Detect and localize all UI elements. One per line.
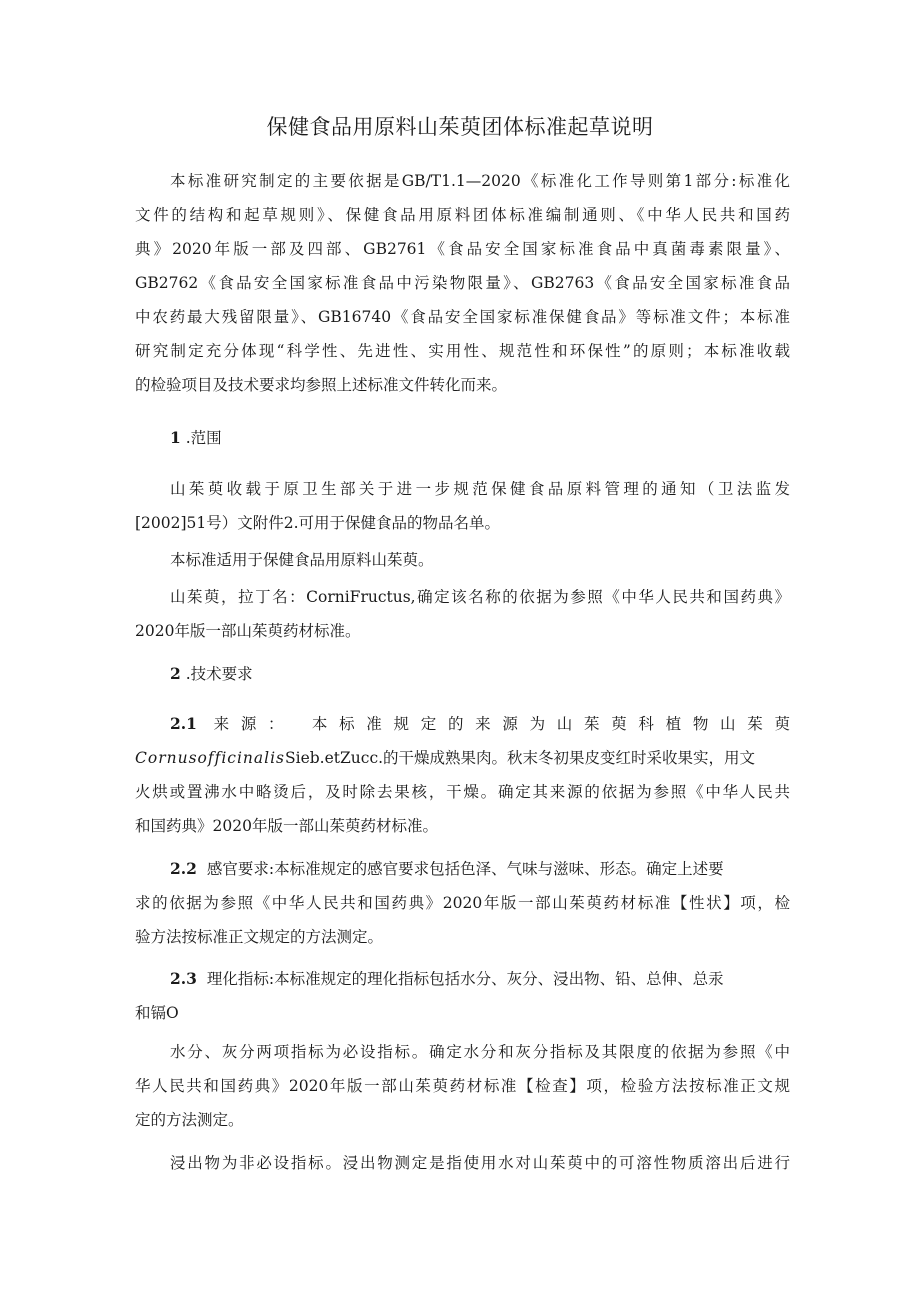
- paragraph-line: [135, 707, 790, 741]
- subsection-2-2: [135, 852, 790, 954]
- subsection-number: 2.3: [170, 969, 197, 988]
- paragraph-line: [135, 741, 790, 775]
- paragraph-text: 本标准规定的感官要求包括色泽、气味与滋味、形态。确定上述要: [274, 860, 724, 878]
- subsection-number: 2.1: [170, 714, 197, 733]
- paragraph-line: 山茱萸，拉丁名：CorniFructus,确定该名称的依据为参照《中华人民共和国药典》: [170, 588, 790, 606]
- latin-name: Cornusofficinalis: [135, 749, 286, 767]
- section-2-heading: [135, 657, 790, 691]
- intro-line: 研究制定充分体现“科学性、先进性、实用性、规范性和环保性”的原则；本标准收载: [135, 342, 790, 360]
- paragraph-line: 和国药典》2020年版一部山茱萸药材标准。: [135, 817, 438, 835]
- paragraph-line: [135, 962, 790, 996]
- paragraph-text: Sieb.etZucc.的干燥成熟果肉。秋末冬初果皮变红时采收果实，用文: [285, 749, 756, 767]
- section-1-heading: [135, 421, 790, 455]
- paragraph-line: 山茱萸收载于原卫生部关于进一步规范保健食品原料管理的通知（卫法监发: [170, 480, 790, 498]
- section-1-body: [135, 472, 790, 648]
- subsection-label: 来源：: [213, 715, 296, 733]
- intro-line: 中农药最大残留限量》、GB16740《食品安全国家标准保健食品》等标准文件；本标准: [135, 308, 790, 326]
- subsection-2-1: [135, 707, 790, 843]
- paragraph-line: 2020年版一部山茱萸药材标准。: [135, 622, 361, 640]
- paragraph-text: 本标准规定的来源为山茱萸科植物山茱萸: [311, 715, 790, 733]
- section-number: 2: [170, 664, 181, 683]
- intro-paragraph: [135, 164, 790, 402]
- paragraph-line: 浸出物为非必设指标。浸出物测定是指使用水对山茱萸中的可溶性物质溶出后进行: [170, 1154, 790, 1172]
- section-number: 1: [170, 428, 181, 447]
- paragraph-text: 本标准规定的理化指标包括水分、灰分、浸出物、铅、总伸、总汞: [274, 970, 724, 988]
- section-title: .技术要求: [185, 665, 253, 683]
- water-ash-paragraph: [135, 1035, 790, 1137]
- paragraph-line: 和镉O: [135, 1004, 179, 1022]
- intro-line: GB2762《食品安全国家标准食品中污染物限量》、GB2763《食品安全国家标准食品: [135, 274, 790, 292]
- subsection-2-3: [135, 962, 790, 1030]
- paragraph-line: [135, 852, 790, 886]
- paragraph-line: 定的方法测定。: [135, 1111, 244, 1129]
- extract-paragraph: [135, 1146, 790, 1180]
- subsection-label: 理化指标:: [206, 970, 275, 988]
- paragraph-line: 水分、灰分两项指标为必设指标。确定水分和灰分指标及其限度的依据为参照《中: [170, 1043, 790, 1061]
- section-title: .范围: [185, 429, 222, 447]
- paragraph-line: 华人民共和国药典》2020年版一部山茱萸药材标准【检查】项，检验方法按标准正文规: [135, 1077, 790, 1095]
- intro-line: 文件的结构和起草规则》、保健食品用原料团体标准编制通则、《中华人民共和国药: [135, 206, 790, 224]
- paragraph-line: 求的依据为参照《中华人民共和国药典》2020年版一部山茱萸药材标准【性状】项，检: [135, 894, 790, 912]
- intro-line: 本标准研究制定的主要依据是GB/T1.1—2020《标准化工作导则第1部分:标准化: [170, 172, 790, 190]
- subsection-number: 2.2: [170, 859, 197, 878]
- paragraph-line: 验方法按标准正文规定的方法测定。: [135, 928, 384, 946]
- paragraph-line: 火烘或置沸水中略烫后，及时除去果核，干燥。确定其来源的依据为参照《中华人民共: [135, 783, 790, 801]
- paragraph-line: [2002]51号）文附件2.可用于保健食品的物品名单。: [135, 514, 501, 532]
- subsection-label: 感官要求:: [206, 860, 275, 878]
- intro-line: 典》2020年版一部及四部、GB2761《食品安全国家标准食品中真菌毒素限量》、: [135, 240, 790, 258]
- intro-line: 的检验项目及技术要求均参照上述标准文件转化而来。: [135, 376, 508, 394]
- document-title: 保健食品用原料山茱萸团体标准起草说明: [266, 115, 654, 139]
- paragraph-line: 本标准适用于保健食品用原料山茱萸。: [170, 551, 434, 569]
